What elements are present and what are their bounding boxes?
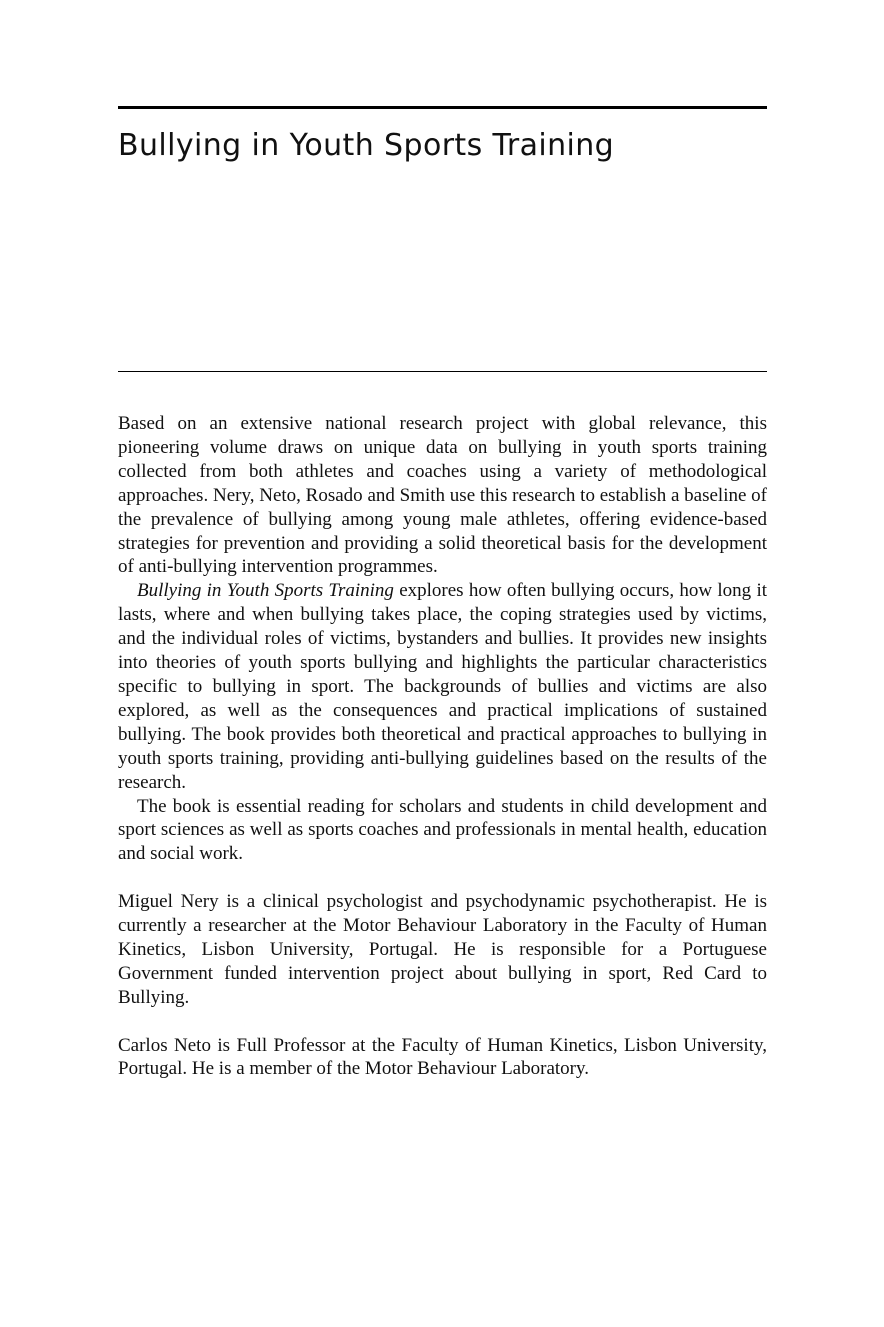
book-description <box>118 412 767 1081</box>
author-bio-nery <box>118 890 767 1010</box>
blurb-paragraph-2 <box>118 579 767 794</box>
blurb-paragraph-3: The book is essential reading for scholars and students in child development and sport sciences as well as sports coaches and professionals in mental health, education and social work. <box>118 795 767 865</box>
author-name: Carlos Neto <box>118 1034 211 1056</box>
author-bio-text: is a clinical psychologist and psychodynamic psychotherapist. He is currently a researcher at the Motor Behaviour Laboratory in the Faculty of Human Kinetics, Lisbon University, Portugal. He is responsible for a Portuguese Government funded intervention project about bullying in sport, Red Card to Bullying. <box>118 891 767 1008</box>
blurb-paragraph-1: Based on an extensive national research project with global relevance, this pioneering volume draws on unique data on bullying in youth sports training collected from both athletes and coaches using a variety of methodological approaches. Nery, Neto, Rosado and Smith use this research to establish a baseline of the prevalence of bullying among young male athletes, offering evidence-based strategies for prevention and providing a solid theoretical basis for the development of anti-bullying intervention programmes. <box>118 413 767 578</box>
blurb-paragraph-2-text: explores how often bullying occurs, how long it lasts, where and when bullying takes place, the coping strategies used by victims, and the individual roles of victims, bystanders and bullies. It provides new insights into theories of youth sports bullying and highlights the particular characteristics specific to bullying in sport. The backgrounds of bullies and victims are also explored, as well as the consequences and practical implications of sustained bullying. The book provides both theoretical and practical approaches to bullying in youth sports training, providing anti-bullying guidelines based on the results of the research. <box>118 580 768 793</box>
author-bio-neto <box>118 1034 767 1082</box>
book-title: Bullying in Youth Sports Training <box>118 128 615 163</box>
blurb-title-reference: Bullying in Youth Sports Training <box>137 580 394 602</box>
author-name: Miguel Nery <box>118 891 219 913</box>
author-bio-text: is Full Professor at the Faculty of Human Kinetics, Lisbon University, Portugal. He is a member of the Motor Behaviour Laboratory. <box>118 1034 767 1080</box>
top-rule <box>118 106 767 109</box>
title-divider <box>118 371 767 372</box>
